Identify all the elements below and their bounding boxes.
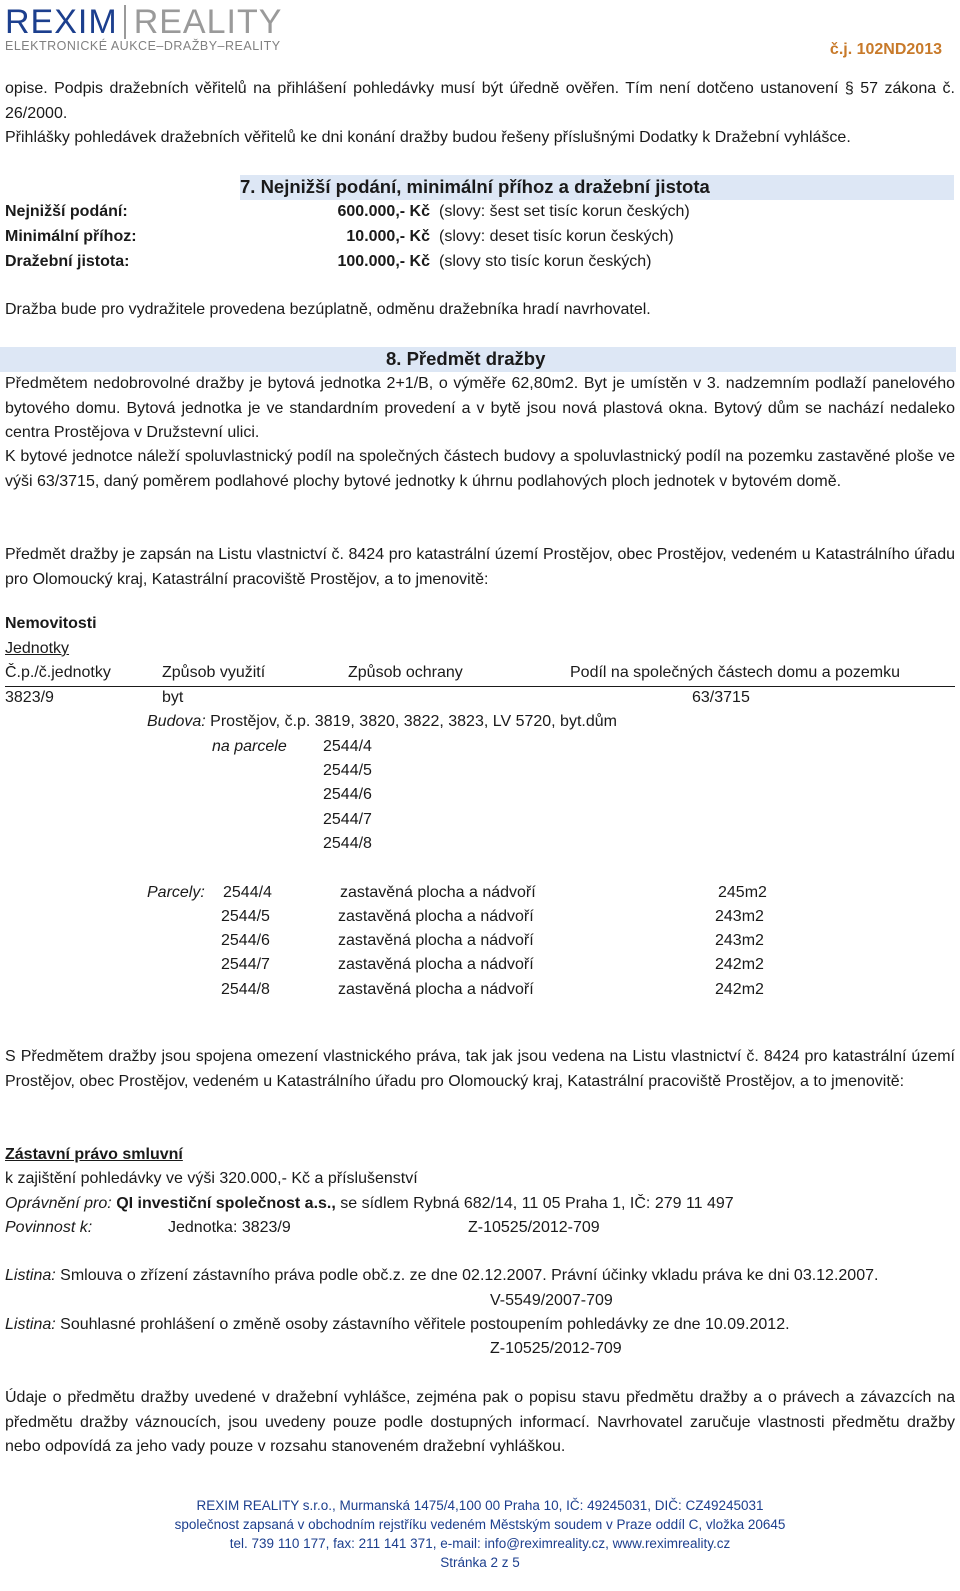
- parcel-type: zastavěná plocha a nádvoří: [338, 981, 534, 998]
- footer-registry: společnost zapsaná v obchodním rejstříku vedeném Městským soudem v Praze oddíl C, vložka 20645: [174, 1517, 786, 1532]
- parcel-area: 242m2: [715, 956, 764, 973]
- parcel-area: 242m2: [715, 981, 764, 998]
- parcel-type: zastavěná plocha a nádvoří: [340, 884, 536, 901]
- parcel-area: 243m2: [715, 908, 764, 925]
- intro-paragraph: opise. Podpis dražebních věřitelů na přihlášení pohledávky musí být úředně ověřen. Tím není dotčeno ustanovení § 57 zákona č. 26/2000.: [5, 80, 955, 122]
- col-header-share: Podíl na společných částech domu a pozemku: [570, 664, 900, 681]
- col-header-unit: Č.p./č.jednotky: [5, 664, 111, 681]
- lowest-bid-label: Nejnižší podání:: [5, 203, 128, 220]
- building-row: [147, 710, 617, 735]
- page-number: Stránka 2 z 5: [440, 1555, 520, 1570]
- document-1-reference: V-5549/2007-709: [490, 1292, 613, 1309]
- lowest-bid-amount: 600.000,- Kč: [337, 203, 430, 220]
- document-1-text: Smlouva o zřízení zástavního práva podle obč.z. ze dne 02.12.2007. Právní účinky vkladu práva ke dni 03.12.2007.: [55, 1267, 879, 1284]
- intro-line2: Přihlášky pohledávek dražebních věřitelů ke dni konání dražby budou řešeny příslušnými Dodatky k Dražební vyhlášce.: [5, 129, 851, 146]
- deposit-words: (slovy sto tisíc korun českých): [439, 253, 652, 270]
- parcel-list-item: 2544/7: [323, 811, 372, 828]
- document-1-row: [5, 1264, 878, 1289]
- document-1-label: Listina:: [5, 1267, 56, 1284]
- duty-value: Jednotka: 3823/9: [168, 1219, 291, 1236]
- reference-number: č.j. 102ND2013: [829, 41, 942, 58]
- section7-title: 7. Nejnižší podání, minimální příhoz a dražební jistota: [240, 176, 710, 197]
- document-2-text: Souhlasné prohlášení o změně osoby zástavního věřitele postoupením pohledávky ze dne 10.09.2012.: [55, 1316, 790, 1333]
- units-subheading: Jednotky: [5, 640, 70, 657]
- parcel-list-item: 2544/5: [323, 762, 372, 779]
- unit-number: 3823/9: [5, 689, 54, 706]
- min-increment-words: (slovy: deset tisíc korun českých): [439, 228, 674, 245]
- section8-paragraph-1: Předmětem nedobrovolné dražby je bytová jednotka 2+1/B, o výměře 62,80m2. Byt je umístěn v 3. nadzemním podlaží panelového bytového domu. Bytová jednotka je ve standardním provedení a v bytě jsou nová plastová okna. Bytový dům se nachází nedaleko centra Prostějova v Družstevní ulici.: [5, 375, 955, 441]
- logo-right-text: REALITY: [133, 3, 283, 41]
- parcel-number: 2544/6: [221, 932, 270, 949]
- footer-contact: tel. 739 110 177, fax: 211 141 371, e-mail: info@reximreality.cz, www.reximreality.cz: [229, 1536, 731, 1551]
- pledge-description: k zajištění pohledávky ve výši 320.000,- Kč a příslušenství: [5, 1170, 418, 1187]
- parcel-area: 245m2: [718, 884, 767, 901]
- col-header-use: Způsob využití: [162, 664, 266, 681]
- lowest-bid-words: (slovy: šest set tisíc korun českých): [439, 203, 690, 220]
- min-increment-label: Minimální příhoz:: [5, 228, 137, 245]
- authorized-details: se sídlem Rybná 682/14, 11 05 Praha 1, IČ: 279 11 497: [335, 1195, 734, 1212]
- authorized-label: Oprávnění pro:: [5, 1195, 112, 1212]
- logo-divider: [124, 5, 126, 39]
- document-2-reference: Z-10525/2012-709: [490, 1340, 622, 1357]
- parcel-number: 2544/5: [221, 908, 270, 925]
- duty-reference: Z-10525/2012-709: [468, 1219, 600, 1236]
- property-heading: Nemovitosti: [5, 615, 97, 632]
- building-value: Prostějov, č.p. 3819, 3820, 3822, 3823, LV 5720, byt.dům: [210, 713, 617, 730]
- parcel-list-item: 2544/4: [323, 738, 372, 755]
- parcel-area: 243m2: [715, 932, 764, 949]
- parcel-number: 2544/7: [221, 956, 270, 973]
- disclaimer-paragraph: Údaje o předmětu dražby uvedené v dražební vyhlášce, zejména pak o popisu stavu předmětu dražby a o právech a závazcích na předmětu dražby váznoucích, jsou uvedeny pouze podle dostupných informací. Navrhovatel zaručuje vlastnosti předmětu dražby nebo odpovídá za jeho vady pouze v rozsahu stanoveném dražební vyhláškou.: [5, 1389, 955, 1455]
- restrictions-paragraph: S Předmětem dražby jsou spojena omezení vlastnického práva, tak jak jsou vedena na Listu vlastnictví č. 8424 pro katastrální území Prostějov, obec Prostějov, vedeném u Katastrálního úřadu pro Olomoucký kraj, Katastrální pracoviště Prostějov, a to jmenovitě:: [5, 1048, 955, 1090]
- section8-paragraph-2: K bytové jednotce náleží spoluvlastnický podíl na společných částech budovy a spoluvlastnický podíl na pozemku zastavěné ploše ve výši 63/3715, daný poměrem podlahové plochy bytové jednotky k úhrnu podlahových ploch jednotek v bytovém domě.: [5, 448, 955, 490]
- on-parcel-label: na parcele: [212, 738, 287, 755]
- parcel-number: 2544/4: [223, 884, 272, 901]
- col-header-protection: Způsob ochrany: [348, 664, 463, 681]
- authorized-name: QI investiční společnost a.s.,: [116, 1195, 336, 1212]
- section8-title: 8. Předmět dražby: [386, 348, 546, 369]
- parcel-number: 2544/8: [221, 981, 270, 998]
- document-2-row: [5, 1313, 790, 1338]
- parcel-type: zastavěná plocha a nádvoří: [338, 956, 534, 973]
- logo-left-text: REXIM: [5, 3, 118, 41]
- parcels-label: Parcely:: [147, 884, 205, 901]
- auction-note: Dražba bude pro vydražitele provedena bezúplatně, odměnu dražebníka hradí navrhovatel.: [5, 301, 651, 318]
- table-header-rule: [5, 686, 955, 687]
- min-increment-amount: 10.000,- Kč: [346, 228, 430, 245]
- parcel-type: zastavěná plocha a nádvoří: [338, 908, 534, 925]
- section8-paragraph-3: Předmět dražby je zapsán na Listu vlastnictví č. 8424 pro katastrální území Prostějov, obec Prostějov, vedeném u Katastrálního úřadu pro Olomoucký kraj, Katastrální pracoviště Prostějov, a to jmenovitě:: [5, 546, 955, 588]
- deposit-label: Dražební jistota:: [5, 253, 130, 270]
- pledge-authorized-row: [5, 1192, 734, 1217]
- footer-company: REXIM REALITY s.r.o., Murmanská 1475/4,100 00 Praha 10, IČ: 49245031, DIČ: CZ49245031: [196, 1498, 764, 1513]
- unit-share: 63/3715: [692, 689, 750, 706]
- pledge-title: Zástavní právo smluvní: [5, 1146, 183, 1163]
- building-label: Budova:: [147, 713, 206, 730]
- company-logo: [5, 2, 282, 42]
- logo-subtitle: ELEKTRONICKÉ AUKCE–DRAŽBY–REALITY: [5, 39, 281, 53]
- parcel-type: zastavěná plocha a nádvoří: [338, 932, 534, 949]
- deposit-amount: 100.000,- Kč: [337, 253, 430, 270]
- document-2-label: Listina:: [5, 1316, 56, 1333]
- parcel-list-item: 2544/8: [323, 835, 372, 852]
- parcel-list-item: 2544/6: [323, 786, 372, 803]
- unit-use: byt: [162, 689, 184, 706]
- duty-label: Povinnost k:: [5, 1219, 93, 1236]
